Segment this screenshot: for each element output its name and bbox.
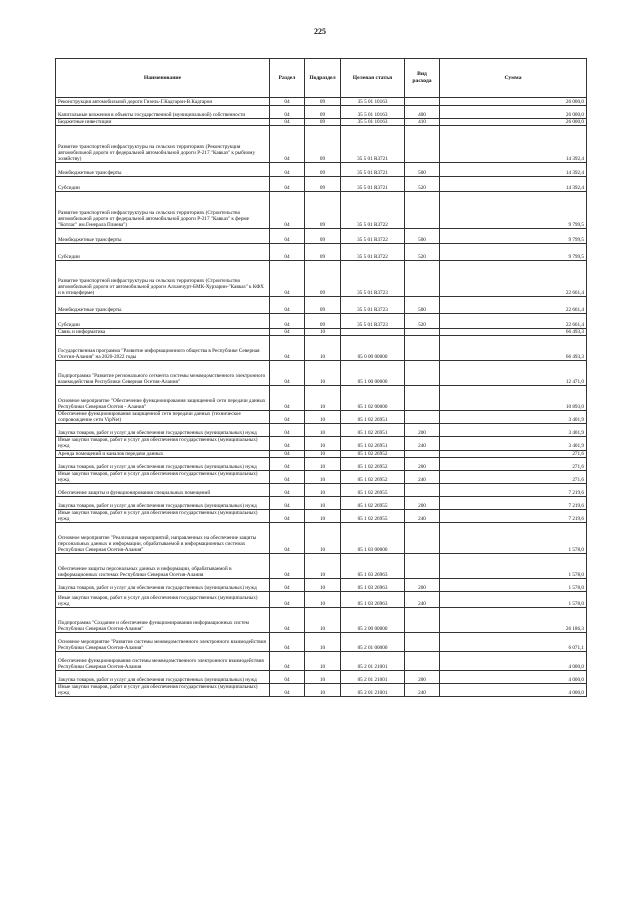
cell-target: 05 1 03 26963 — [341, 579, 405, 592]
cell-section: 04 — [270, 424, 305, 437]
cell-expense: 240 — [405, 470, 440, 483]
page-number: 225 — [314, 27, 326, 36]
cell-expense — [405, 329, 440, 336]
table-row — [56, 297, 587, 314]
cell-sum: 6 071,1 — [440, 633, 587, 652]
cell-target: 35 5 01 R3723 — [341, 261, 405, 297]
table-row — [56, 192, 587, 229]
table-row — [56, 106, 587, 119]
cell-expense — [405, 554, 440, 579]
cell-expense — [405, 483, 440, 496]
cell-subsection: 09 — [305, 119, 341, 126]
table-row — [56, 608, 587, 633]
cell-subsection: 10 — [305, 386, 341, 411]
cell-subsection: 10 — [305, 470, 341, 483]
cell-subsection: 09 — [305, 163, 341, 177]
cell-name: Иные закупки товаров, работ и услуг для обеспечения государственных (муниципальных) нужд — [56, 470, 270, 483]
header-expense: Вид расхода — [405, 59, 440, 98]
table-row — [56, 119, 587, 126]
cell-section: 04 — [270, 671, 305, 684]
table-row — [56, 457, 587, 470]
cell-subsection: 10 — [305, 652, 341, 671]
cell-target: 05 1 03 26963 — [341, 592, 405, 608]
cell-name: Межбюджетные трансферты — [56, 229, 270, 244]
cell-section: 04 — [270, 496, 305, 509]
table-row — [56, 314, 587, 329]
cell-subsection: 10 — [305, 424, 341, 437]
cell-target: 05 2 01 21001 — [341, 684, 405, 697]
cell-section: 04 — [270, 361, 305, 386]
cell-name: Развитие транспортной инфраструктуры на сельских территориях (Реконструкция автомобильной дороги от федеральной автомобильной дороги Р-217 "Кавказ" к рыбному хозяйству) — [56, 126, 270, 163]
cell-section: 04 — [270, 192, 305, 229]
cell-sum: 7 219,6 — [440, 509, 587, 522]
cell-sum: 66 493,3 — [440, 329, 587, 336]
cell-subsection: 10 — [305, 483, 341, 496]
budget-table — [55, 58, 587, 697]
cell-sum: 3 401,9 — [440, 411, 587, 424]
cell-name: Иные закупки товаров, работ и услуг для обеспечения государственных (муниципальных) нужд — [56, 509, 270, 522]
cell-name: Развитие транспортной инфраструктуры на сельских территориях (Строительство автомобильной дороги от автомобильной дороги Алханчурт-БМК-Хурзарин-"Кавказ" к КФХ и в птицеферме) — [56, 261, 270, 297]
cell-section: 04 — [270, 652, 305, 671]
cell-name: Закупка товаров, работ и услуг для обеспечения государственных (муниципальных) нужд — [56, 496, 270, 509]
cell-subsection: 10 — [305, 509, 341, 522]
cell-section: 04 — [270, 126, 305, 163]
cell-target: 05 2 01 00000 — [341, 633, 405, 652]
cell-target: 05 1 03 00000 — [341, 523, 405, 554]
table-row — [56, 336, 587, 361]
cell-name: Основное мероприятие "Реализация мероприятий, направленных на обеспечение защиты персональных данных и информации, обрабатываемой в информационных системах Республики Северная Осетия-Алания" — [56, 523, 270, 554]
table-row — [56, 671, 587, 684]
cell-target: 35 5 01 R3721 — [341, 126, 405, 163]
cell-expense — [405, 98, 440, 106]
cell-expense: 200 — [405, 496, 440, 509]
cell-subsection: 10 — [305, 592, 341, 608]
cell-expense: 520 — [405, 177, 440, 192]
table-row — [56, 98, 587, 106]
cell-sum: 66 493,3 — [440, 336, 587, 361]
cell-section: 04 — [270, 119, 305, 126]
table-row — [56, 652, 587, 671]
cell-sum: 9 799,5 — [440, 229, 587, 244]
cell-target: 35 5 01 10163 — [341, 119, 405, 126]
cell-sum: 22 661,4 — [440, 297, 587, 314]
cell-name: Иные закупки товаров, работ и услуг для обеспечения государственных (муниципальных) нужд — [56, 684, 270, 697]
cell-section: 04 — [270, 336, 305, 361]
cell-sum: 26 000,0 — [440, 106, 587, 119]
cell-name: Государственная программа "Развитие информационного общества в Республике Северная Осетия-Алания" на 2020-2022 годы — [56, 336, 270, 361]
cell-sum: 7 219,6 — [440, 496, 587, 509]
table-row — [56, 329, 587, 336]
cell-sum: 1 578,0 — [440, 579, 587, 592]
table-row — [56, 126, 587, 163]
cell-expense — [405, 192, 440, 229]
cell-target: 35 5 01 R3722 — [341, 229, 405, 244]
table-row — [56, 163, 587, 177]
cell-subsection: 10 — [305, 411, 341, 424]
cell-subsection: 10 — [305, 496, 341, 509]
cell-expense: 200 — [405, 457, 440, 470]
cell-expense — [405, 361, 440, 386]
cell-section: 04 — [270, 470, 305, 483]
cell-target: 05 2 01 21001 — [341, 652, 405, 671]
table-row — [56, 361, 587, 386]
cell-sum: 1 578,0 — [440, 523, 587, 554]
cell-sum: 7 219,6 — [440, 483, 587, 496]
cell-expense — [405, 386, 440, 411]
cell-name: Обеспечение защиты и функционирования специальных помещений — [56, 483, 270, 496]
cell-section: 04 — [270, 437, 305, 450]
cell-target: 35 5 01 R3721 — [341, 163, 405, 177]
cell-sum: 26 000,0 — [440, 98, 587, 106]
cell-sum: 22 661,4 — [440, 314, 587, 329]
cell-section: 04 — [270, 106, 305, 119]
cell-sum: 22 661,4 — [440, 261, 587, 297]
cell-subsection: 10 — [305, 671, 341, 684]
cell-sum: 14 392,4 — [440, 163, 587, 177]
cell-expense: 240 — [405, 509, 440, 522]
cell-name: Основное мероприятие "Развитие системы межведомственного электронного взаимодействия Республики Северная Осетия-Алания" — [56, 633, 270, 652]
cell-target: 05 1 03 26963 — [341, 554, 405, 579]
cell-section: 04 — [270, 411, 305, 424]
table-row — [56, 523, 587, 554]
cell-section: 04 — [270, 554, 305, 579]
cell-expense — [405, 126, 440, 163]
cell-section: 04 — [270, 329, 305, 336]
cell-target: 05 1 02 26951 — [341, 411, 405, 424]
cell-target: 05 0 00 00000 — [341, 336, 405, 361]
cell-expense: 400 — [405, 106, 440, 119]
cell-expense — [405, 633, 440, 652]
cell-section: 04 — [270, 163, 305, 177]
cell-expense: 520 — [405, 244, 440, 261]
table-row — [56, 579, 587, 592]
cell-name: Связь и информатика — [56, 329, 270, 336]
cell-subsection: 10 — [305, 633, 341, 652]
header-sum: Сумма — [440, 59, 587, 98]
cell-name: Подпрограмма "Создание и обеспечение функционирования информационных систем Республики Северная Осетия-Алания" — [56, 608, 270, 633]
cell-sum: 14 392,4 — [440, 177, 587, 192]
table-row — [56, 450, 587, 457]
cell-sum: 271,6 — [440, 470, 587, 483]
cell-sum: 1 578,0 — [440, 554, 587, 579]
cell-subsection: 09 — [305, 314, 341, 329]
cell-section: 04 — [270, 297, 305, 314]
table-row — [56, 229, 587, 244]
cell-target: 05 1 02 26952 — [341, 457, 405, 470]
cell-name: Капитальные вложения в объекты государственной (муниципальной) собственности — [56, 106, 270, 119]
cell-name: Субсидии — [56, 244, 270, 261]
cell-subsection: 09 — [305, 106, 341, 119]
cell-section: 04 — [270, 450, 305, 457]
table-row — [56, 177, 587, 192]
cell-expense: 410 — [405, 119, 440, 126]
cell-target: 35 5 01 10163 — [341, 106, 405, 119]
cell-target: 35 5 01 R3723 — [341, 297, 405, 314]
cell-section: 04 — [270, 457, 305, 470]
cell-subsection: 10 — [305, 608, 341, 633]
header-subsection: Подраздел — [305, 59, 341, 98]
cell-name: Бюджетные инвестиции — [56, 119, 270, 126]
cell-section: 04 — [270, 633, 305, 652]
table-row — [56, 509, 587, 522]
cell-expense — [405, 523, 440, 554]
cell-sum: 26 186,3 — [440, 608, 587, 633]
cell-subsection: 10 — [305, 336, 341, 361]
cell-expense — [405, 608, 440, 633]
cell-expense — [405, 652, 440, 671]
cell-expense — [405, 450, 440, 457]
cell-subsection: 09 — [305, 244, 341, 261]
table-row — [56, 684, 587, 697]
cell-expense: 240 — [405, 437, 440, 450]
cell-target: 35 5 01 R3722 — [341, 192, 405, 229]
cell-subsection: 10 — [305, 329, 341, 336]
cell-subsection: 09 — [305, 98, 341, 106]
cell-name: Межбюджетные трансферты — [56, 163, 270, 177]
cell-subsection: 10 — [305, 361, 341, 386]
cell-target: 35 5 01 R3721 — [341, 177, 405, 192]
cell-subsection: 10 — [305, 450, 341, 457]
cell-sum: 9 799,5 — [440, 192, 587, 229]
cell-section: 04 — [270, 483, 305, 496]
cell-subsection: 09 — [305, 177, 341, 192]
cell-expense — [405, 336, 440, 361]
cell-section: 04 — [270, 244, 305, 261]
cell-subsection: 10 — [305, 684, 341, 697]
cell-name: Обеспечение функционирования системы межведомственного электронного взаимодействия Республики Северная Осетия-Алания — [56, 652, 270, 671]
cell-name: Субсидии — [56, 314, 270, 329]
cell-target: 05 2 01 21001 — [341, 671, 405, 684]
cell-section: 04 — [270, 608, 305, 633]
cell-name: Реконструкция автомобильной дороги Гизель-Г.Кадгарон-В.Кадгарон — [56, 98, 270, 106]
cell-name: Закупка товаров, работ и услуг для обеспечения государственных (муниципальных) нужд — [56, 579, 270, 592]
cell-name: Аренда помещений и каналов передачи данных — [56, 450, 270, 457]
cell-sum: 3 401,9 — [440, 424, 587, 437]
cell-subsection: 09 — [305, 261, 341, 297]
table-row — [56, 592, 587, 608]
table-row — [56, 633, 587, 652]
cell-expense: 500 — [405, 229, 440, 244]
cell-name: Обеспечение защиты персональных данных и информации, обрабатываемой в информационных системах Республики Северная Осетия-Алания — [56, 554, 270, 579]
table-row — [56, 411, 587, 424]
cell-expense: 500 — [405, 297, 440, 314]
cell-target — [341, 329, 405, 336]
cell-name: Субсидии — [56, 177, 270, 192]
cell-expense: 200 — [405, 671, 440, 684]
cell-target: 05 1 02 00000 — [341, 386, 405, 411]
cell-expense: 500 — [405, 163, 440, 177]
cell-expense: 200 — [405, 424, 440, 437]
cell-name: Развитие транспортной инфраструктуры на сельских территориях (Строительство автомобильной дороги от федеральной автомобильной дороги Р-217 "Кавказ" к ферме "Котлас" им.Генерала Плиева") — [56, 192, 270, 229]
header-section: Раздел — [270, 59, 305, 98]
cell-name: Иные закупки товаров, работ и услуг для обеспечения государственных (муниципальных) нужд — [56, 592, 270, 608]
cell-section: 04 — [270, 509, 305, 522]
cell-target: 05 1 02 26951 — [341, 437, 405, 450]
cell-target: 05 1 02 26951 — [341, 424, 405, 437]
cell-sum: 12 471,0 — [440, 361, 587, 386]
cell-subsection: 09 — [305, 229, 341, 244]
cell-name: Иные закупки товаров, работ и услуг для обеспечения государственных (муниципальных) нужд — [56, 437, 270, 450]
table-row — [56, 554, 587, 579]
cell-expense — [405, 261, 440, 297]
table-row — [56, 244, 587, 261]
header-name: Наименование — [56, 59, 270, 98]
cell-subsection: 10 — [305, 437, 341, 450]
cell-expense: 240 — [405, 592, 440, 608]
table-row — [56, 437, 587, 450]
cell-target: 05 1 00 00000 — [341, 361, 405, 386]
header-target: Целевая статья — [341, 59, 405, 98]
cell-sum: 4 000,0 — [440, 684, 587, 697]
cell-target: 05 1 02 26952 — [341, 450, 405, 457]
cell-section: 04 — [270, 229, 305, 244]
table-row — [56, 386, 587, 411]
cell-name: Обеспечение функционирования защищенной сети передачи данных (техническое сопровождение сети VipNet) — [56, 411, 270, 424]
cell-subsection: 10 — [305, 457, 341, 470]
cell-target: 05 1 02 26952 — [341, 470, 405, 483]
cell-sum: 10 893,0 — [440, 386, 587, 411]
cell-subsection: 09 — [305, 192, 341, 229]
cell-expense: 200 — [405, 579, 440, 592]
cell-section: 04 — [270, 386, 305, 411]
cell-subsection: 09 — [305, 126, 341, 163]
table-body — [56, 98, 587, 697]
cell-section: 04 — [270, 579, 305, 592]
cell-expense: 520 — [405, 314, 440, 329]
cell-sum: 4 000,0 — [440, 652, 587, 671]
cell-section: 04 — [270, 523, 305, 554]
cell-sum: 3 401,9 — [440, 437, 587, 450]
cell-subsection: 09 — [305, 297, 341, 314]
cell-section: 04 — [270, 592, 305, 608]
cell-target: 05 1 02 26955 — [341, 509, 405, 522]
table-header — [56, 59, 587, 98]
cell-name: Основное мероприятие "Обеспечение функционирования защищенной сети передачи данных Республики Северная Осетия - Алания" — [56, 386, 270, 411]
cell-section: 04 — [270, 98, 305, 106]
cell-subsection: 10 — [305, 554, 341, 579]
cell-expense: 240 — [405, 684, 440, 697]
cell-sum: 4 000,0 — [440, 671, 587, 684]
cell-section: 04 — [270, 261, 305, 297]
cell-sum: 14 392,4 — [440, 126, 587, 163]
table-row — [56, 261, 587, 297]
cell-sum: 9 799,5 — [440, 244, 587, 261]
cell-subsection: 10 — [305, 523, 341, 554]
cell-name: Закупка товаров, работ и услуг для обеспечения государственных (муниципальных) нужд — [56, 671, 270, 684]
cell-expense — [405, 411, 440, 424]
cell-target: 35 5 01 R3723 — [341, 314, 405, 329]
cell-section: 04 — [270, 684, 305, 697]
cell-section: 04 — [270, 314, 305, 329]
cell-name: Закупка товаров, работ и услуг для обеспечения государственных (муниципальных) нужд — [56, 424, 270, 437]
cell-section: 04 — [270, 177, 305, 192]
table-row — [56, 496, 587, 509]
cell-target: 05 2 00 00000 — [341, 608, 405, 633]
cell-sum: 1 578,0 — [440, 592, 587, 608]
cell-sum: 271,6 — [440, 457, 587, 470]
table-row — [56, 470, 587, 483]
cell-name: Закупка товаров, работ и услуг для обеспечения государственных (муниципальных) нужд — [56, 457, 270, 470]
cell-sum: 26 000,0 — [440, 119, 587, 126]
cell-target: 05 1 02 26955 — [341, 496, 405, 509]
table-row — [56, 424, 587, 437]
cell-name: Подпрограмма "Развитие регионального сегмента системы межведомственного электронного взаимодействия Республики Северная Осетия-Алания" — [56, 361, 270, 386]
cell-target: 35 5 01 10163 — [341, 98, 405, 106]
cell-target: 05 1 02 26955 — [341, 483, 405, 496]
cell-target: 35 5 01 R3722 — [341, 244, 405, 261]
cell-name: Межбюджетные трансферты — [56, 297, 270, 314]
cell-sum: 271,6 — [440, 450, 587, 457]
cell-subsection: 10 — [305, 579, 341, 592]
table-row — [56, 483, 587, 496]
